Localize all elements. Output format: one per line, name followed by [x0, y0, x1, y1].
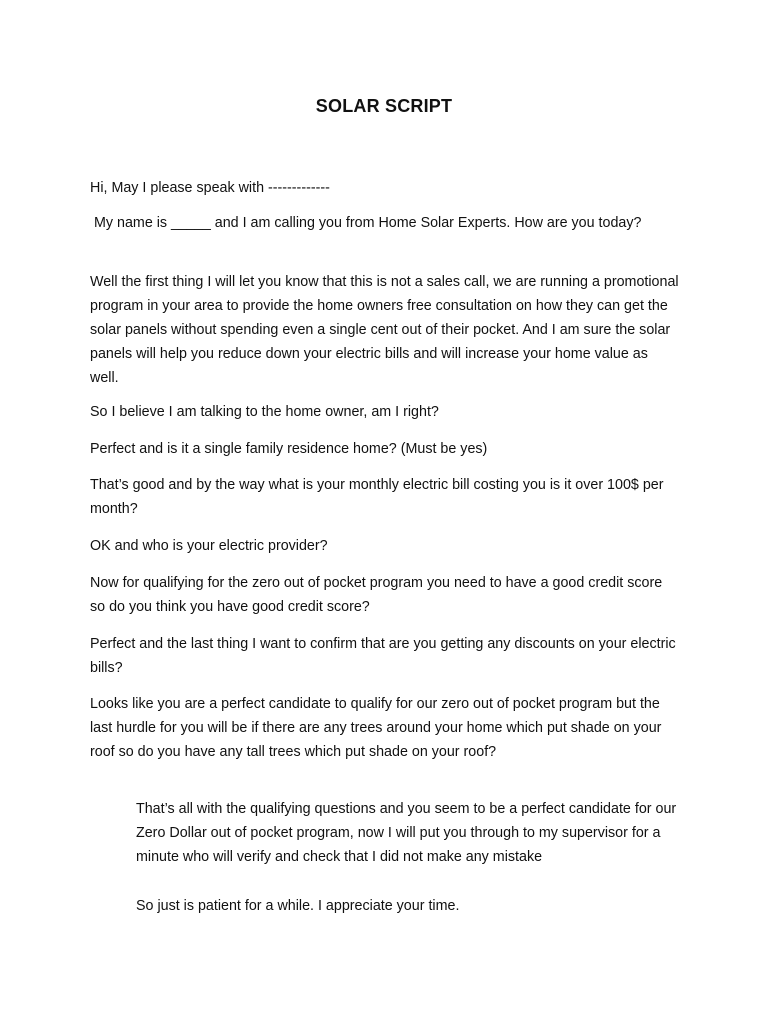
paragraph-electric-bill-question: That’s good and by the way what is your monthly electric bill costing you is it over 100$ per month?	[90, 477, 664, 517]
paragraph-home-owner-question: So I believe I am talking to the home owner, am I right?	[90, 404, 439, 420]
paragraph-credit-question: Now for qualifying for the zero out of pocket program you need to have a good credit score so do you think you have good credit score?	[90, 575, 663, 615]
paragraph-purpose: Well the first thing I will let you know that this is not a sales call, we are running a promotional program in your area to provide the home owners free consultation on how they can get the solar panels without spending even a single cent out of their pocket. And I am sure the solar panels will help you reduce down your electric bills and will increase your home value as well.	[90, 274, 679, 386]
paragraph-closing: So just is patient for a while. I appreciate your time.	[136, 898, 460, 914]
paragraph-discounts-question: Perfect and the last thing I want to confirm that are you getting any discounts on your electric bills?	[90, 636, 676, 676]
paragraph-residence-question: Perfect and is it a single family residence home? (Must be yes)	[90, 441, 488, 457]
paragraph-introduction: My name is _____ and I am calling you from Home Solar Experts. How are you today?	[90, 215, 642, 231]
document-title: SOLAR SCRIPT	[315, 96, 453, 116]
paragraph-trees-question: Looks like you are a perfect candidate to qualify for our zero out of pocket program but the last hurdle for you will be if there are any trees around your home which put shade on your roof so do you have any tall trees which put shade on your roof?	[90, 696, 662, 760]
paragraph-greeting: Hi, May I please speak with -------------	[90, 180, 330, 196]
paragraph-transfer-to-supervisor: That’s all with the qualifying questions and you seem to be a perfect candidate for our Zero Dollar out of pocket program, now I will put you through to my supervisor for a minute who will verify and check that I did not make any mistake	[136, 801, 677, 865]
paragraph-provider-question: OK and who is your electric provider?	[90, 538, 328, 554]
